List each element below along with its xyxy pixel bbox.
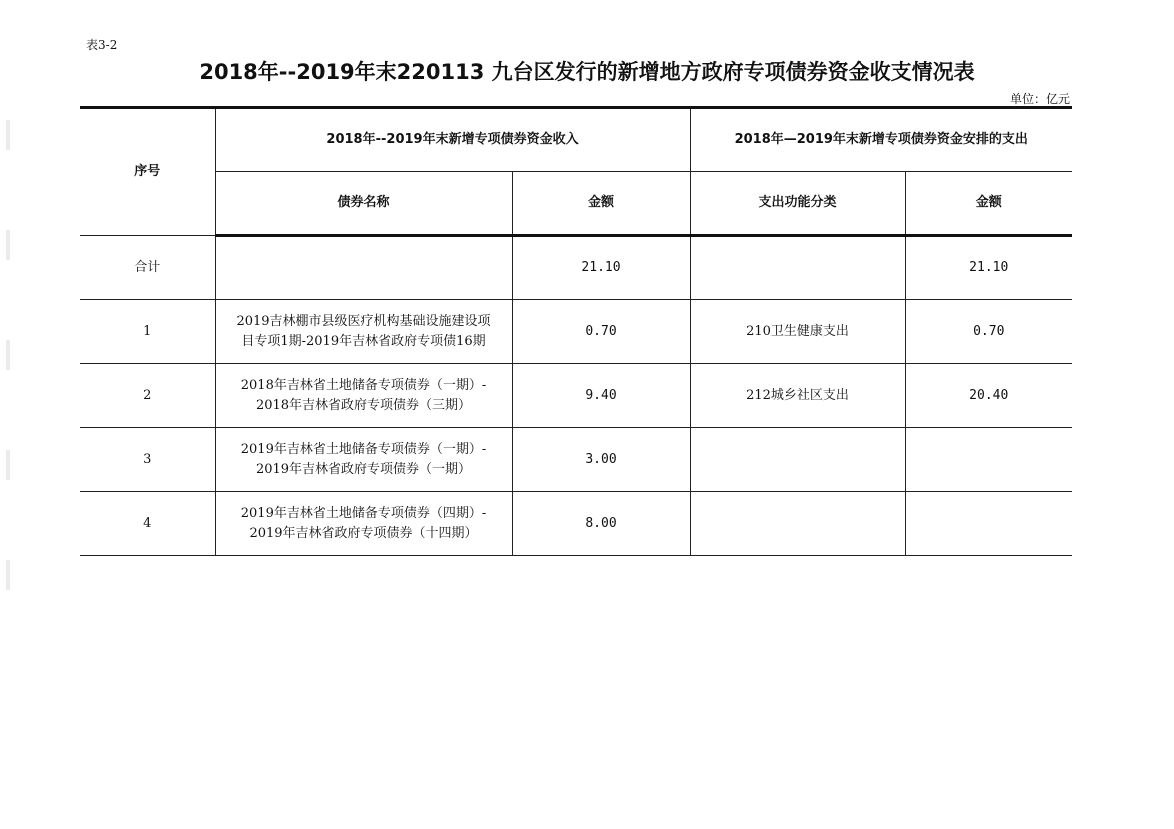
table-row bbox=[80, 364, 1072, 428]
row-expense bbox=[905, 428, 1072, 492]
row-seq: 1 bbox=[80, 300, 215, 364]
unit-label: 单位：亿元 bbox=[1009, 92, 1070, 106]
total-function bbox=[690, 236, 905, 300]
table-row bbox=[80, 300, 1072, 364]
row-seq: 4 bbox=[80, 492, 215, 556]
total-bond-name bbox=[215, 236, 512, 300]
bond-fund-table bbox=[80, 106, 1072, 556]
total-label: 合计 bbox=[80, 236, 215, 300]
header-function-class: 支出功能分类 bbox=[690, 172, 905, 236]
bond-name-line: 目专项1期-2019年吉林省政府专项债16期 bbox=[241, 333, 486, 349]
header-income-amount: 金额 bbox=[512, 172, 690, 236]
scan-edge-marks bbox=[6, 80, 10, 600]
bond-name-line: 2019年吉林省土地储备专项债券（一期）- bbox=[240, 441, 487, 457]
row-function bbox=[690, 492, 905, 556]
row-bond-name bbox=[215, 492, 512, 556]
bond-name-line: 2019年吉林省政府专项债券（一期） bbox=[255, 461, 472, 477]
row-expense: 0.70 bbox=[905, 300, 1072, 364]
table-number: 表3-2 bbox=[86, 38, 118, 52]
row-expense: 20.40 bbox=[905, 364, 1072, 428]
row-seq: 2 bbox=[80, 364, 215, 428]
header-expense-group: 2018年—2019年末新增专项债券资金安排的支出 bbox=[690, 108, 1072, 172]
header-row-2 bbox=[80, 172, 1072, 236]
row-function: 210卫生健康支出 bbox=[690, 300, 905, 364]
table-row bbox=[80, 492, 1072, 556]
row-function: 212城乡社区支出 bbox=[690, 364, 905, 428]
bond-name-line: 2018年吉林省政府专项债券（三期） bbox=[255, 397, 472, 413]
header-row-1 bbox=[80, 108, 1072, 172]
row-bond-name bbox=[215, 364, 512, 428]
total-row bbox=[80, 236, 1072, 300]
row-bond-name bbox=[215, 300, 512, 364]
header-seq: 序号 bbox=[80, 108, 215, 236]
bond-name-line: 2019吉林棚市县级医疗机构基础设施建设项 bbox=[236, 313, 491, 329]
total-income-amount: 21.10 bbox=[512, 236, 690, 300]
row-seq: 3 bbox=[80, 428, 215, 492]
header-expense-amount: 金额 bbox=[905, 172, 1072, 236]
row-amount: 0.70 bbox=[512, 300, 690, 364]
document-title: 2018年--2019年末220113 九台区发行的新增地方政府专项债券资金收支情况表 bbox=[199, 60, 975, 84]
header-bond-name: 债券名称 bbox=[215, 172, 512, 236]
row-amount: 9.40 bbox=[512, 364, 690, 428]
row-bond-name bbox=[215, 428, 512, 492]
bond-name-line: 2019年吉林省土地储备专项债券（四期）- bbox=[240, 505, 487, 521]
header-income-group: 2018年--2019年末新增专项债券资金收入 bbox=[215, 108, 690, 172]
bond-name-line: 2018年吉林省土地储备专项债券（一期）- bbox=[240, 377, 487, 393]
row-function bbox=[690, 428, 905, 492]
table-row bbox=[80, 428, 1072, 492]
row-amount: 8.00 bbox=[512, 492, 690, 556]
bond-name-line: 2019年吉林省政府专项债券（十四期） bbox=[249, 525, 478, 541]
total-expense-amount: 21.10 bbox=[905, 236, 1072, 300]
row-amount: 3.00 bbox=[512, 428, 690, 492]
row-expense bbox=[905, 492, 1072, 556]
